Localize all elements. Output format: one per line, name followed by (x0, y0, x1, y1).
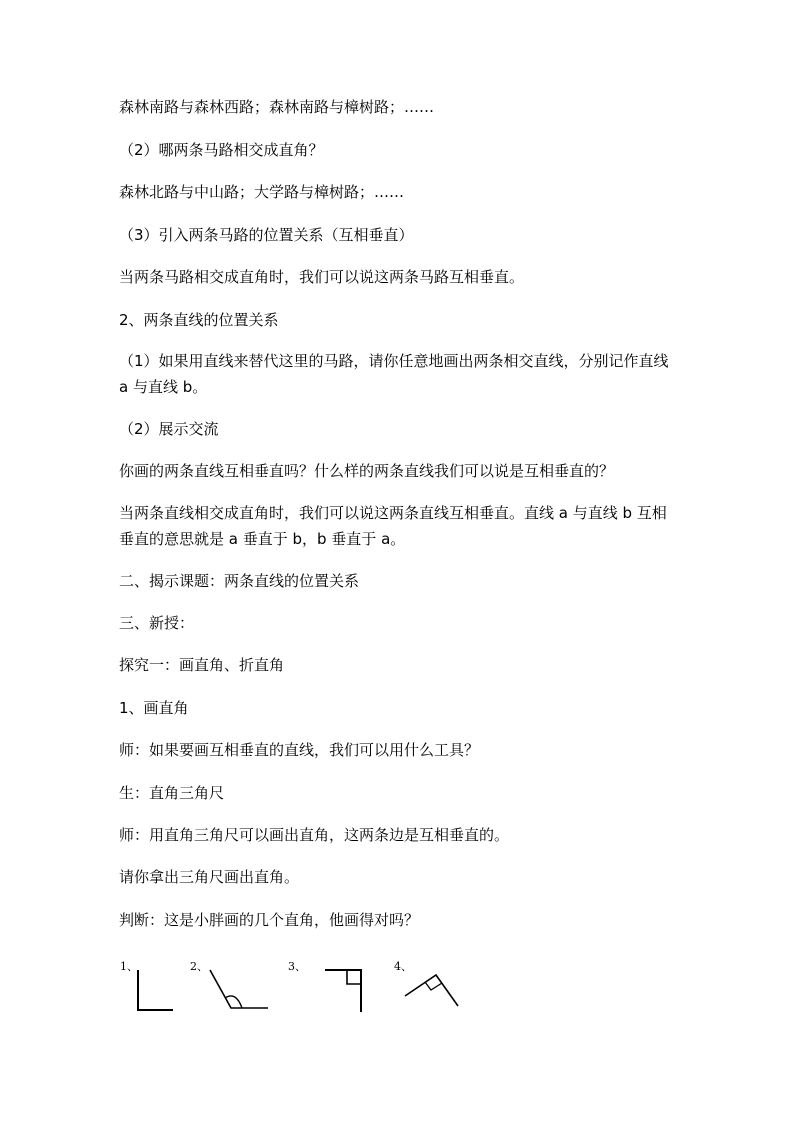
right-angle-figures (118, 958, 478, 1018)
angle-shape-3 (325, 970, 361, 1012)
text-line-3: 森林北路与中山路；大学路与樟树路；…… (119, 183, 405, 201)
dialogue-teacher-1: 师：如果要画互相垂直的直线，我们可以用什么工具？ (119, 741, 480, 759)
angle-shape-1 (138, 970, 173, 1010)
instruction-line: 请你拿出三角尺画出直角。 (119, 868, 300, 886)
figure-2 (190, 960, 268, 1008)
section-heading-2: 2、两条直线的位置关系 (119, 311, 279, 329)
figure-label-2: 2、 (190, 960, 208, 973)
dialogue-teacher-2: 师：用直角三角尺可以画出直角，这两条边是互相垂直的。 (119, 826, 510, 844)
figure-4 (394, 960, 458, 1006)
right-angle-marker-3 (347, 970, 361, 984)
text-line-4: （3）引入两条马路的位置关系（互相垂直） (119, 226, 414, 244)
subheading-explore-1: 探究一：画直角、折直角 (119, 656, 285, 674)
paragraph-definition: 当两条直线相交成直角时，我们可以说这两条直线互相垂直。直线 a 与直线 b 互相垂直的意思就是 a 垂直于 b，b 垂直于 a。 (119, 504, 667, 548)
figure-label-3: 3、 (288, 960, 306, 973)
angle-shape-4 (405, 975, 458, 1006)
text-line-1: 森林南路与森林西路；森林南路与樟树路；…… (119, 98, 435, 116)
dialogue-student-1: 生：直角三角尺 (119, 784, 225, 802)
text-line-question: 你画的两条直线互相垂直吗？什么样的两条直线我们可以说是互相垂直的？ (119, 462, 615, 480)
figure-label-4: 4、 (394, 960, 412, 973)
text-line-2: （2）哪两条马路相交成直角？ (119, 141, 324, 159)
text-line-5: 当两条马路相交成直角时，我们可以说这两条马路互相垂直。 (119, 268, 525, 286)
figure-label-1: 1、 (120, 960, 138, 973)
section-heading-topic: 二、揭示课题：两条直线的位置关系 (119, 572, 360, 590)
judgement-question: 判断：这是小胖画的几个直角，他画得对吗？ (119, 911, 420, 929)
text-line-exchange: （2）展示交流 (119, 420, 219, 438)
paragraph-draw-lines: （1）如果用直线来替代这里的马路，请你任意地画出两条相交直线，分别记作直线 a 与直线 b。 (119, 352, 669, 396)
right-angle-marker-4 (425, 982, 442, 990)
section-heading-new: 三、新授： (119, 614, 195, 632)
figure-3 (288, 960, 361, 1012)
subheading-draw-right-angle: 1、画直角 (119, 699, 189, 717)
figure-1 (120, 960, 173, 1010)
